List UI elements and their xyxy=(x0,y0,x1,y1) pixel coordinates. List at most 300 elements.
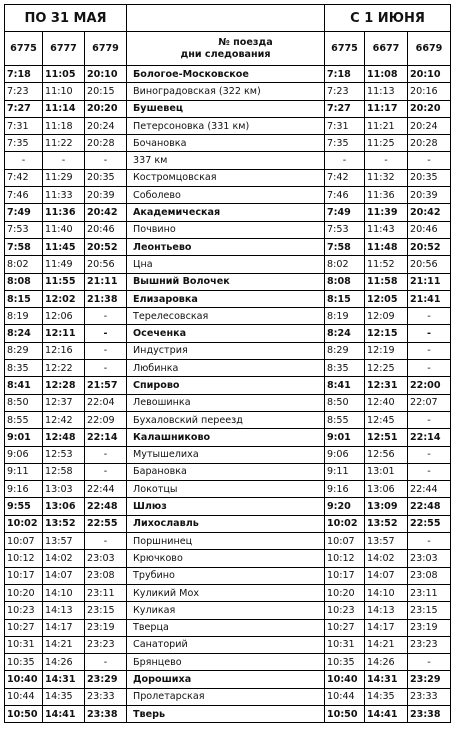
departure-time-from-june: 20:35 xyxy=(408,169,451,186)
station-name: Тверца xyxy=(127,619,325,636)
right-train-number: 6775 xyxy=(325,32,365,66)
departure-time-from-june: 9:20 xyxy=(325,498,365,515)
departure-time-before-june: 8:02 xyxy=(5,256,43,273)
departure-time-from-june: 11:25 xyxy=(365,135,408,152)
departure-time-from-june: 10:17 xyxy=(325,567,365,584)
station-row xyxy=(5,360,451,377)
departure-time-before-june: 7:53 xyxy=(5,221,43,238)
departure-time-from-june: - xyxy=(408,152,451,169)
departure-time-from-june: 7:18 xyxy=(325,66,365,83)
departure-time-before-june: 7:35 xyxy=(5,135,43,152)
station-name: Калашниково xyxy=(127,429,325,446)
departure-time-from-june: 22:07 xyxy=(408,394,451,411)
departure-time-from-june: 8:02 xyxy=(325,256,365,273)
left-train-number: 6779 xyxy=(85,32,127,66)
departure-time-before-june: 7:27 xyxy=(5,100,43,117)
departure-time-from-june: 8:35 xyxy=(325,360,365,377)
departure-time-from-june: 8:19 xyxy=(325,308,365,325)
departure-time-before-june: 14:13 xyxy=(43,602,85,619)
station-name: Дорошиха xyxy=(127,671,325,688)
departure-time-from-june: 13:01 xyxy=(365,463,408,480)
departure-time-before-june: - xyxy=(43,152,85,169)
station-row xyxy=(5,377,451,394)
departure-time-before-june: 8:08 xyxy=(5,273,43,290)
departure-time-before-june: - xyxy=(85,308,127,325)
station-row xyxy=(5,636,451,653)
departure-time-before-june: 14:07 xyxy=(43,567,85,584)
departure-time-from-june: 9:16 xyxy=(325,481,365,498)
station-name: Пролетарская xyxy=(127,688,325,705)
departure-time-before-june: - xyxy=(5,152,43,169)
departure-time-before-june: 10:35 xyxy=(5,654,43,671)
departure-time-from-june: 9:11 xyxy=(325,463,365,480)
right-train-number: 6679 xyxy=(408,32,451,66)
departure-time-before-june: - xyxy=(85,654,127,671)
station-name: Бушевец xyxy=(127,100,325,117)
departure-time-before-june: 11:14 xyxy=(43,100,85,117)
station-row xyxy=(5,100,451,117)
departure-time-before-june: 10:02 xyxy=(5,515,43,532)
station-row xyxy=(5,256,451,273)
train-number-label xyxy=(127,32,325,66)
station-name: Костромцовская xyxy=(127,169,325,186)
departure-time-from-june: 14:26 xyxy=(365,654,408,671)
departure-time-before-june: 12:58 xyxy=(43,463,85,480)
departure-time-from-june: 7:42 xyxy=(325,169,365,186)
departure-time-from-june: 13:09 xyxy=(365,498,408,515)
departure-time-from-june: 8:29 xyxy=(325,342,365,359)
departure-time-before-june: 13:06 xyxy=(43,498,85,515)
departure-time-before-june: 11:36 xyxy=(43,204,85,221)
departure-time-from-june: 22:48 xyxy=(408,498,451,515)
station-row xyxy=(5,515,451,532)
departure-time-from-june: 20:24 xyxy=(408,117,451,134)
departure-time-from-june: 10:50 xyxy=(325,705,365,722)
station-name: Лихославль xyxy=(127,515,325,532)
departure-time-from-june: 14:10 xyxy=(365,584,408,601)
departure-time-from-june: 10:44 xyxy=(325,688,365,705)
departure-time-from-june: - xyxy=(325,152,365,169)
departure-time-from-june: 10:02 xyxy=(325,515,365,532)
departure-time-from-june: 7:49 xyxy=(325,204,365,221)
departure-time-before-june: 10:44 xyxy=(5,688,43,705)
departure-time-before-june: 9:55 xyxy=(5,498,43,515)
station-name: Левошинка xyxy=(127,394,325,411)
station-row xyxy=(5,411,451,428)
station-row xyxy=(5,567,451,584)
right-period-title: С 1 ИЮНЯ xyxy=(325,5,451,32)
station-row xyxy=(5,533,451,550)
station-row xyxy=(5,290,451,307)
station-name: Академическая xyxy=(127,204,325,221)
departure-time-before-june: 21:38 xyxy=(85,290,127,307)
departure-time-from-june: 23:08 xyxy=(408,567,451,584)
station-name: Виноградовская (322 км) xyxy=(127,83,325,100)
departure-time-before-june: 21:57 xyxy=(85,377,127,394)
departure-time-before-june: 23:33 xyxy=(85,688,127,705)
departure-time-from-june: - xyxy=(408,325,451,342)
departure-time-from-june: 21:41 xyxy=(408,290,451,307)
departure-time-before-june: 12:16 xyxy=(43,342,85,359)
left-train-number: 6775 xyxy=(5,32,43,66)
departure-time-from-june: 10:07 xyxy=(325,533,365,550)
departure-time-before-june: 8:41 xyxy=(5,377,43,394)
station-name: Шлюз xyxy=(127,498,325,515)
departure-time-from-june: 7:31 xyxy=(325,117,365,134)
departure-time-before-june: 21:11 xyxy=(85,273,127,290)
departure-time-before-june: 9:01 xyxy=(5,429,43,446)
departure-time-from-june: 22:14 xyxy=(408,429,451,446)
departure-time-before-june: - xyxy=(85,360,127,377)
departure-time-from-june: - xyxy=(408,446,451,463)
departure-time-from-june: 20:39 xyxy=(408,187,451,204)
station-name: Брянцево xyxy=(127,654,325,671)
departure-time-from-june: 8:15 xyxy=(325,290,365,307)
departure-time-from-june: 14:07 xyxy=(365,567,408,584)
station-row xyxy=(5,602,451,619)
departure-time-from-june: - xyxy=(408,411,451,428)
departure-time-before-june: 12:48 xyxy=(43,429,85,446)
departure-time-before-june: 20:10 xyxy=(85,66,127,83)
departure-time-before-june: 8:50 xyxy=(5,394,43,411)
departure-time-before-june: 11:49 xyxy=(43,256,85,273)
departure-time-from-june: 14:21 xyxy=(365,636,408,653)
departure-time-from-june: 13:57 xyxy=(365,533,408,550)
departure-time-before-june: 14:02 xyxy=(43,550,85,567)
departure-time-from-june: 12:15 xyxy=(365,325,408,342)
station-name: Осеченка xyxy=(127,325,325,342)
departure-time-before-june: 11:45 xyxy=(43,238,85,255)
departure-time-before-june: 23:08 xyxy=(85,567,127,584)
station-row xyxy=(5,498,451,515)
station-name: Петерсоновка (331 км) xyxy=(127,117,325,134)
departure-time-before-june: 23:38 xyxy=(85,705,127,722)
departure-time-before-june: 23:23 xyxy=(85,636,127,653)
departure-time-before-june: 7:42 xyxy=(5,169,43,186)
station-row xyxy=(5,671,451,688)
departure-time-from-june: 11:39 xyxy=(365,204,408,221)
station-name: Санаторий xyxy=(127,636,325,653)
departure-time-before-june: 23:11 xyxy=(85,584,127,601)
departure-time-before-june: 13:57 xyxy=(43,533,85,550)
station-row xyxy=(5,429,451,446)
departure-time-from-june: 8:55 xyxy=(325,411,365,428)
departure-time-from-june: 8:08 xyxy=(325,273,365,290)
station-name: Трубино xyxy=(127,567,325,584)
station-name: Поршнинец xyxy=(127,533,325,550)
departure-time-before-june: 7:58 xyxy=(5,238,43,255)
departure-time-before-june: 9:06 xyxy=(5,446,43,463)
departure-time-before-june: 8:15 xyxy=(5,290,43,307)
station-name: Леонтьево xyxy=(127,238,325,255)
departure-time-from-june: 11:17 xyxy=(365,100,408,117)
station-row xyxy=(5,117,451,134)
departure-time-from-june: 23:29 xyxy=(408,671,451,688)
departure-time-from-june: 12:51 xyxy=(365,429,408,446)
station-row xyxy=(5,584,451,601)
departure-time-from-june: 7:53 xyxy=(325,221,365,238)
departure-time-before-june: 7:49 xyxy=(5,204,43,221)
station-row xyxy=(5,308,451,325)
departure-time-from-june: 12:05 xyxy=(365,290,408,307)
departure-time-before-june: 10:31 xyxy=(5,636,43,653)
departure-time-before-june: 14:21 xyxy=(43,636,85,653)
departure-time-from-june: 11:52 xyxy=(365,256,408,273)
station-row xyxy=(5,83,451,100)
station-name: 337 км xyxy=(127,152,325,169)
departure-time-from-june: 12:19 xyxy=(365,342,408,359)
departure-time-before-june: 20:56 xyxy=(85,256,127,273)
departure-time-before-june: 9:11 xyxy=(5,463,43,480)
departure-time-from-june: 23:03 xyxy=(408,550,451,567)
departure-time-before-june: 11:40 xyxy=(43,221,85,238)
departure-time-before-june: 10:23 xyxy=(5,602,43,619)
departure-time-before-june: 14:35 xyxy=(43,688,85,705)
departure-time-before-june: 7:31 xyxy=(5,117,43,134)
departure-time-from-june: 7:58 xyxy=(325,238,365,255)
station-name: Индустрия xyxy=(127,342,325,359)
departure-time-from-june: - xyxy=(408,342,451,359)
departure-time-from-june: 14:31 xyxy=(365,671,408,688)
train-number-header xyxy=(5,32,451,66)
departure-time-from-june: 7:35 xyxy=(325,135,365,152)
departure-time-from-june: 9:06 xyxy=(325,446,365,463)
departure-time-before-june: 20:35 xyxy=(85,169,127,186)
departure-time-from-june: 20:46 xyxy=(408,221,451,238)
departure-time-from-june: 14:17 xyxy=(365,619,408,636)
departure-time-before-june: 12:06 xyxy=(43,308,85,325)
station-row xyxy=(5,654,451,671)
station-row xyxy=(5,705,451,722)
schedule-period-header xyxy=(5,5,451,32)
departure-time-before-june: 20:15 xyxy=(85,83,127,100)
station-row xyxy=(5,187,451,204)
station-name: Вышний Волочек xyxy=(127,273,325,290)
departure-time-before-june: 10:20 xyxy=(5,584,43,601)
station-row xyxy=(5,342,451,359)
departure-time-before-june: - xyxy=(85,533,127,550)
departure-time-before-june: 10:07 xyxy=(5,533,43,550)
station-name: Цна xyxy=(127,256,325,273)
departure-time-from-june: 11:48 xyxy=(365,238,408,255)
departure-time-before-june: 7:46 xyxy=(5,187,43,204)
station-row xyxy=(5,238,451,255)
departure-time-from-june: 12:45 xyxy=(365,411,408,428)
departure-time-from-june: 10:27 xyxy=(325,619,365,636)
departure-time-before-june: 20:24 xyxy=(85,117,127,134)
departure-time-from-june: 11:13 xyxy=(365,83,408,100)
departure-time-before-june: 7:23 xyxy=(5,83,43,100)
station-row xyxy=(5,221,451,238)
departure-time-before-june: 12:42 xyxy=(43,411,85,428)
departure-time-from-june: - xyxy=(408,533,451,550)
departure-time-before-june: - xyxy=(85,325,127,342)
departure-time-before-june: 22:55 xyxy=(85,515,127,532)
departure-time-before-june: 22:48 xyxy=(85,498,127,515)
departure-time-before-june: 20:39 xyxy=(85,187,127,204)
departure-time-from-june: 11:32 xyxy=(365,169,408,186)
departure-time-before-june: 12:53 xyxy=(43,446,85,463)
departure-time-from-june: 12:40 xyxy=(365,394,408,411)
departure-time-from-june: 14:35 xyxy=(365,688,408,705)
departure-time-before-june: 20:28 xyxy=(85,135,127,152)
timetable xyxy=(4,4,451,723)
departure-time-from-june: 21:11 xyxy=(408,273,451,290)
departure-time-from-june: 8:24 xyxy=(325,325,365,342)
departure-time-before-june: 8:24 xyxy=(5,325,43,342)
station-row xyxy=(5,463,451,480)
station-name: Бологое-Московское xyxy=(127,66,325,83)
station-name: Тверь xyxy=(127,705,325,722)
departure-time-before-june: 10:27 xyxy=(5,619,43,636)
departure-time-before-june: 14:41 xyxy=(43,705,85,722)
departure-time-before-june: - xyxy=(85,342,127,359)
departure-time-from-june: 20:42 xyxy=(408,204,451,221)
departure-time-before-june: 12:28 xyxy=(43,377,85,394)
header-spacer xyxy=(127,5,325,32)
departure-time-from-june: 20:20 xyxy=(408,100,451,117)
departure-time-before-june: - xyxy=(85,446,127,463)
departure-time-before-june: 11:10 xyxy=(43,83,85,100)
departure-time-before-june: 14:26 xyxy=(43,654,85,671)
left-period-title: ПО 31 МАЯ xyxy=(5,5,127,32)
departure-time-from-june: 12:56 xyxy=(365,446,408,463)
station-name: Почвино xyxy=(127,221,325,238)
station-row xyxy=(5,619,451,636)
station-name: Локотцы xyxy=(127,481,325,498)
departure-time-before-june: 13:52 xyxy=(43,515,85,532)
departure-time-from-june: 22:55 xyxy=(408,515,451,532)
departure-time-before-june: 23:29 xyxy=(85,671,127,688)
station-row xyxy=(5,66,451,83)
departure-time-before-june: 12:37 xyxy=(43,394,85,411)
departure-time-from-june: 13:06 xyxy=(365,481,408,498)
station-name: Куликий Мох xyxy=(127,584,325,601)
departure-time-before-june: 12:11 xyxy=(43,325,85,342)
departure-time-from-june: 14:13 xyxy=(365,602,408,619)
departure-time-before-june: 10:12 xyxy=(5,550,43,567)
departure-time-before-june: 22:14 xyxy=(85,429,127,446)
departure-time-before-june: 23:19 xyxy=(85,619,127,636)
departure-time-from-june: - xyxy=(365,152,408,169)
departure-time-before-june: 8:35 xyxy=(5,360,43,377)
departure-time-before-june: 22:04 xyxy=(85,394,127,411)
station-row xyxy=(5,169,451,186)
departure-time-from-june: 7:46 xyxy=(325,187,365,204)
departure-time-from-june: 14:41 xyxy=(365,705,408,722)
station-row xyxy=(5,325,451,342)
departure-time-from-june: 11:58 xyxy=(365,273,408,290)
departure-time-before-june: 20:20 xyxy=(85,100,127,117)
departure-time-from-june: 23:11 xyxy=(408,584,451,601)
station-name: Любинка xyxy=(127,360,325,377)
departure-time-from-june: 12:09 xyxy=(365,308,408,325)
departure-time-before-june: 9:16 xyxy=(5,481,43,498)
departure-time-before-june: 8:29 xyxy=(5,342,43,359)
departure-time-from-june: 7:27 xyxy=(325,100,365,117)
departure-time-before-june: 12:22 xyxy=(43,360,85,377)
departure-time-from-june: 20:52 xyxy=(408,238,451,255)
departure-time-before-june: 13:03 xyxy=(43,481,85,498)
departure-time-before-june: 8:19 xyxy=(5,308,43,325)
departure-time-from-june: 11:08 xyxy=(365,66,408,83)
station-name: Куликая xyxy=(127,602,325,619)
departure-time-from-june: 12:25 xyxy=(365,360,408,377)
train-number-caption: № поезда xyxy=(218,36,273,48)
departure-time-from-june: 20:56 xyxy=(408,256,451,273)
station-row xyxy=(5,204,451,221)
station-row xyxy=(5,550,451,567)
departure-time-from-june: 11:43 xyxy=(365,221,408,238)
station-row xyxy=(5,273,451,290)
departure-time-before-june: 20:42 xyxy=(85,204,127,221)
departure-time-before-june: 14:10 xyxy=(43,584,85,601)
departure-time-before-june: 11:33 xyxy=(43,187,85,204)
station-row xyxy=(5,688,451,705)
departure-time-from-june: 10:35 xyxy=(325,654,365,671)
departure-time-before-june: 20:52 xyxy=(85,238,127,255)
departure-time-from-june: 8:41 xyxy=(325,377,365,394)
station-name: Бочановка xyxy=(127,135,325,152)
departure-time-from-june: 8:50 xyxy=(325,394,365,411)
station-row xyxy=(5,446,451,463)
departure-time-from-june: 11:36 xyxy=(365,187,408,204)
departure-time-from-june: 23:38 xyxy=(408,705,451,722)
departure-time-before-june: 11:29 xyxy=(43,169,85,186)
departure-time-from-june: 23:23 xyxy=(408,636,451,653)
station-row xyxy=(5,152,451,169)
departure-time-from-june: 23:19 xyxy=(408,619,451,636)
departure-time-before-june: 8:55 xyxy=(5,411,43,428)
departure-time-from-june: 10:12 xyxy=(325,550,365,567)
departure-time-from-june: - xyxy=(408,308,451,325)
departure-time-from-june: 10:31 xyxy=(325,636,365,653)
left-train-number: 6777 xyxy=(43,32,85,66)
departure-time-from-june: 12:31 xyxy=(365,377,408,394)
departure-time-from-june: 14:02 xyxy=(365,550,408,567)
departure-time-from-june: 13:52 xyxy=(365,515,408,532)
days-caption: дни следования xyxy=(180,48,271,60)
departure-time-from-june: 23:15 xyxy=(408,602,451,619)
departure-time-from-june: 7:23 xyxy=(325,83,365,100)
departure-time-before-june: 11:22 xyxy=(43,135,85,152)
departure-time-before-june: 20:46 xyxy=(85,221,127,238)
station-name: Спирово xyxy=(127,377,325,394)
departure-time-before-june: 10:17 xyxy=(5,567,43,584)
departure-time-before-june: 7:18 xyxy=(5,66,43,83)
departure-time-before-june: 14:17 xyxy=(43,619,85,636)
departure-time-before-june: - xyxy=(85,152,127,169)
departure-time-from-june: 10:40 xyxy=(325,671,365,688)
departure-time-before-june: 11:05 xyxy=(43,66,85,83)
departure-time-before-june: 22:44 xyxy=(85,481,127,498)
departure-time-before-june: 23:15 xyxy=(85,602,127,619)
station-name: Елизаровка xyxy=(127,290,325,307)
departure-time-before-june: 23:03 xyxy=(85,550,127,567)
departure-time-before-june: 10:40 xyxy=(5,671,43,688)
departure-time-from-june: 11:21 xyxy=(365,117,408,134)
station-name: Крючково xyxy=(127,550,325,567)
departure-time-from-june: 10:20 xyxy=(325,584,365,601)
departure-time-from-june: - xyxy=(408,654,451,671)
departure-time-from-june: - xyxy=(408,360,451,377)
station-row xyxy=(5,481,451,498)
departure-time-from-june: 22:44 xyxy=(408,481,451,498)
departure-time-from-june: 20:28 xyxy=(408,135,451,152)
station-name: Терелесовская xyxy=(127,308,325,325)
station-name: Барановка xyxy=(127,463,325,480)
departure-time-before-june: 14:31 xyxy=(43,671,85,688)
